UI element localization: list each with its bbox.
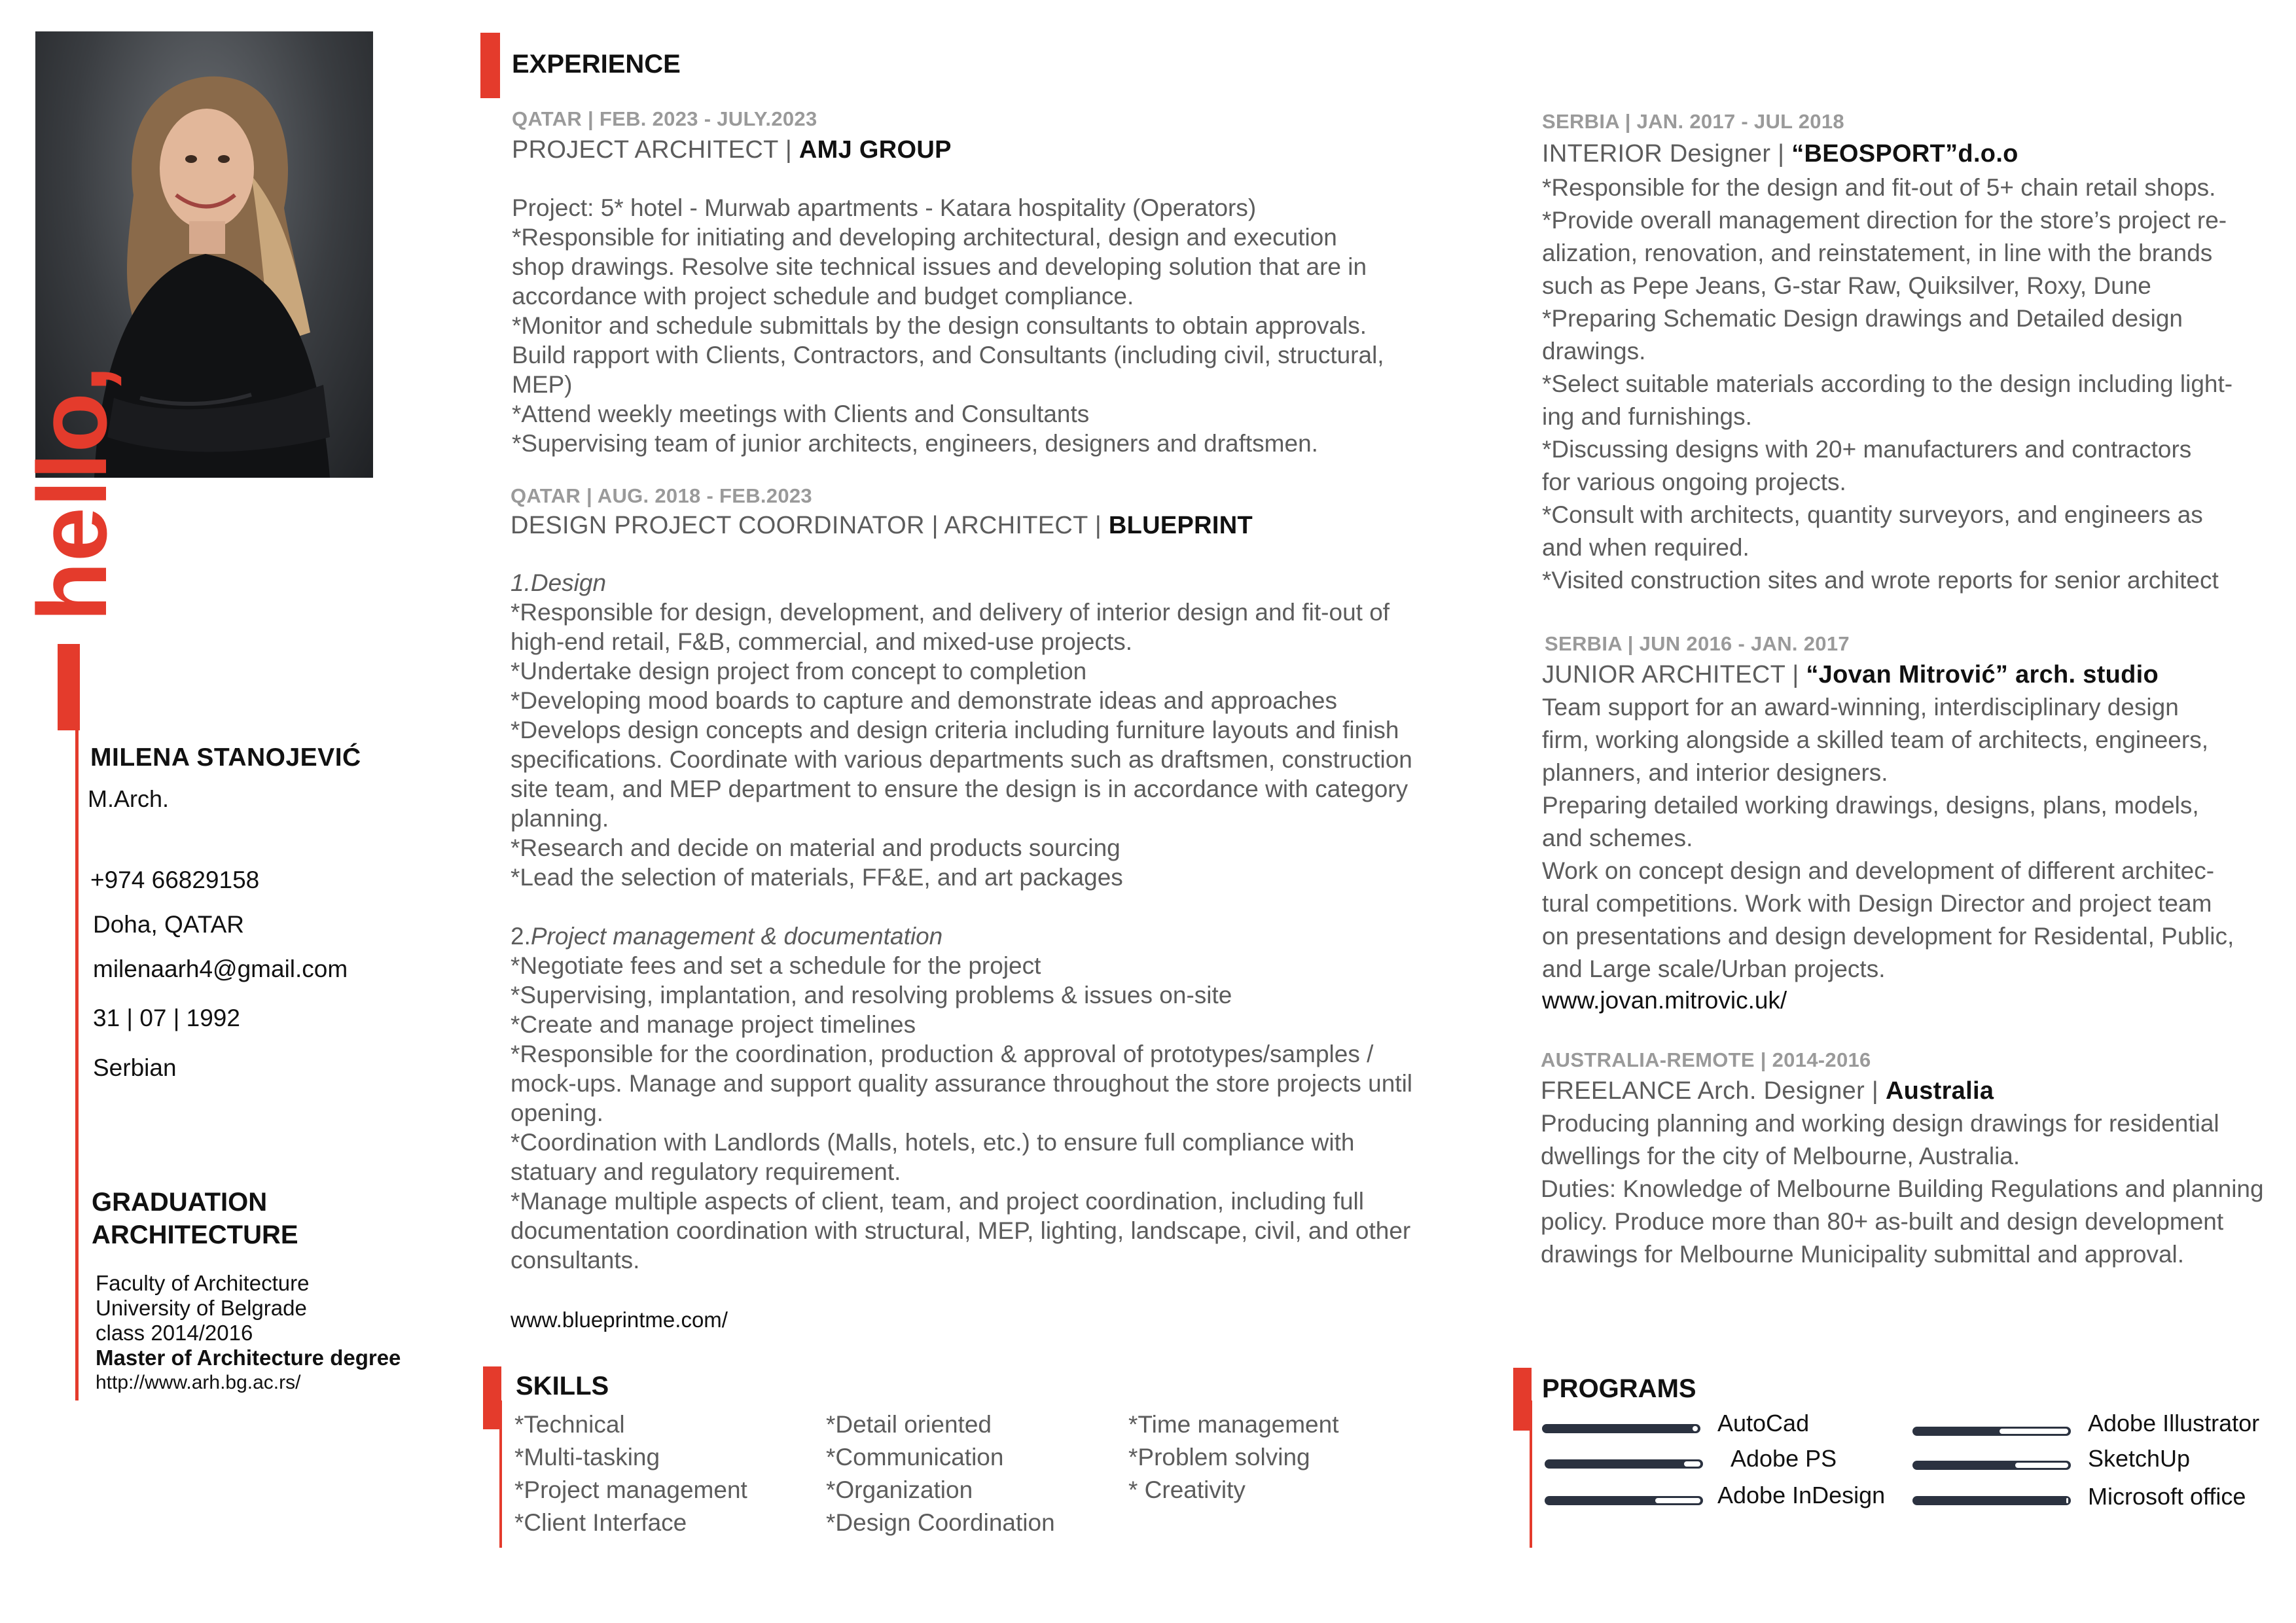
job-4-body: Team support for an award-winning, interdisciplinary design firm, working alongside a skilled team of architects, engineers, planners, and interior designers. Preparing detailed working drawings, designs, plans, models, and schemes. Work on concept design and development of different architec- tural competitions. Work with Design Director and project team on presentations and design development for Residental, Public, and Large scale/Urban projects. [1542,694,2234,982]
graduation-class: class 2014/2016 [96,1321,253,1345]
program-level-bar [1545,1496,1703,1505]
job-2-title: DESIGN PROJECT COORDINATOR | ARCHITECT | [511,512,1109,539]
job-1-meta: QATAR | FEB. 2023 - JULY.2023 [512,107,817,130]
job-4-role [1542,661,2159,689]
job-4-meta: SERBIA | JUN 2016 - JAN. 2017 [1545,632,1850,655]
skill-item: *Multi-tasking [514,1444,660,1471]
job-3-company: “BEOSPORT”d.o.o [1791,140,2018,168]
program-name: Microsoft office [2088,1483,2246,1510]
skill-item: *Communication [826,1444,1004,1471]
nationality: Serbian [93,1054,177,1081]
profile-degree: M.Arch. [88,785,170,812]
program-name: Adobe InDesign [1717,1482,1886,1508]
graduation-title-line1: GRADUATION [92,1188,268,1217]
skills-col-2 [826,1408,1055,1539]
program-name: Adobe PS [1731,1445,1837,1472]
job-3-title: INTERIOR Designer | [1542,140,1792,168]
job-2-sub2-title: Project management & documentation [530,923,943,950]
program-level-bar [1912,1427,2071,1436]
job-4-company: “Jovan Mitrović” arch. studio [1806,661,2159,688]
job-1-role [512,136,952,164]
skills-title: SKILLS [516,1372,609,1400]
skills-col-3 [1128,1408,1339,1507]
graduation-title [92,1186,298,1251]
job-2-url[interactable]: www.blueprintme.com/ [511,1308,728,1332]
job-2-sub1: 1.Design [511,569,607,596]
profile-name: MILENA STANOJEVIĆ [90,743,361,772]
skill-item: *Organization [826,1476,973,1503]
skills-line [499,1400,502,1548]
experience-accent [480,33,500,98]
job-4-title: JUNIOR ARCHITECT | [1542,661,1806,688]
program-level-remaining [1655,1498,1700,1503]
accent-line [75,726,79,1400]
job-2-meta: QATAR | AUG. 2018 - FEB.2023 [511,484,812,507]
program-level-bar [1545,1459,1703,1469]
program-name: AutoCad [1717,1410,1810,1436]
program-level-remaining [2015,1463,2068,1468]
job-2-company: BLUEPRINT [1108,512,1253,539]
graduation-degree: Master of Architecture degree [96,1346,401,1370]
job-5-role [1541,1077,1994,1105]
program-level-bar [1912,1496,2071,1505]
skills-col-1 [514,1408,747,1539]
job-5-meta: AUSTRALIA-REMOTE | 2014-2016 [1541,1048,1871,1071]
hello-text: hello, [17,365,127,622]
job-5-body: Producing planning and working design drawings for residential dwellings for the city of Melbourne, Australia. Duties: Knowledge of Melbourne Building Regulations and planning policy. Produce more than 80+ as-built and design development drawings for Melbourne Municipality submittal and approval. [1541,1110,2264,1268]
skills-accent [483,1366,501,1429]
hello-word [17,340,127,628]
job-1-body: Project: 5* hotel - Murwab apartments - Katara hospitality (Operators) *Responsible for initiating and developing architectural, design and execution shop drawings. Resolve site technical issues and developing solution that are in accordance with project schedule and budget compliance. *Monitor and schedule submittals by the design consultants to obtain approvals. Build rapport with Clients, Contractors, and Consultants (including civil, structural, MEP) *Attend weekly meetings with Clients and Consultants *Supervising team of junior architects, engineers, designers and draftsmen. [512,194,1384,457]
location: Doha, QATAR [93,911,244,938]
graduation-faculty: Faculty of Architecture [96,1271,310,1295]
skill-item: *Time management [1128,1411,1339,1438]
skill-item: *Detail oriented [826,1411,992,1438]
graduation-university: University of Belgrade [96,1296,307,1320]
program-level-remaining [1684,1461,1700,1467]
job-2-sub2 [511,921,942,951]
programs-accent [1513,1368,1532,1431]
phone: +974 66829158 [90,866,260,893]
program-name: SketchUp [2088,1445,2191,1472]
program-level-remaining [2000,1429,2068,1434]
skill-item: *Technical [514,1411,625,1438]
program-name: Adobe Illustrator [2088,1410,2260,1436]
skill-item: * Creativity [1128,1476,1246,1503]
accent-block [58,644,80,730]
program-level-remaining [1693,1426,1698,1431]
job-4-url[interactable]: www.jovan.mitrovic.uk/ [1542,987,1787,1014]
email: milenaarh4@gmail.com [93,955,348,982]
job-5-title: FREELANCE Arch. Designer | [1541,1077,1886,1105]
graduation-url[interactable]: http://www.arh.bg.ac.rs/ [96,1372,301,1393]
skill-item: *Problem solving [1128,1444,1310,1471]
graduation-title-line2: ARCHITECTURE [92,1221,298,1249]
job-2-body1: *Responsible for design, development, and delivery of interior design and fit-out of high-end retail, F&B, commercial, and mixed-use projects. *Undertake design project from concept to completion *Developing mood boards to capture and demonstrate ideas and approaches *Develops design concepts and design criteria including furniture layouts and finish specifications. Coordinate with various departments such as draftsmen, construction site team, and MEP department to ensure the design is in accordance with category planning. *Research and decide on material and products sourcing *Lead the selection of materials, FF&E, and art packages [511,599,1412,891]
job-2-body2: *Negotiate fees and set a schedule for the project *Supervising, implantation, and resolving problems & issues on-site *Create and manage project timelines *Responsible for the coordination, production & approval of prototypes/samples / mock-ups. Manage and support quality assurance throughout the store projects until opening. *Coordination with Landlords (Malls, hotels, etc.) to ensure full compliance with statuary and regulatory requirement. *Manage multiple aspects of client, team, and project coordination, including full documentation coordination with structural, MEP, lighting, landscape, civil, and other consultants. [511,952,1413,1274]
skill-item: *Client Interface [514,1509,687,1536]
program-level-remaining [2066,1498,2068,1503]
job-3-meta: SERBIA | JAN. 2017 - JUL 2018 [1542,110,1844,133]
programs-title: PROGRAMS [1542,1374,1696,1403]
skill-item: *Design Coordination [826,1509,1055,1536]
job-3-role [1542,140,2018,168]
skill-item: *Project management [514,1476,747,1503]
job-1-title: PROJECT ARCHITECT | [512,136,799,164]
graduation-details [96,1271,401,1395]
job-3-body: *Responsible for the design and fit-out of 5+ chain retail shops. *Provide overall management direction for the store’s project re- alization, renovation, and reinstatement, in line with the brands such as Pepe Jeans, G-star Raw, Quiksilver, Roxy, Dune *Preparing Schematic Design drawings and Detailed design drawings. *Select suitable materials according to the design including light- ing and furnishings. *Discussing designs with 20+ manufacturers and contractors for various ongoing projects. *Consult with architects, quantity surveyors, and engineers as and when required. *Visited construction sites and wrote reports for senior architect [1542,174,2233,594]
experience-title: EXPERIENCE [512,50,681,79]
program-level-bar [1542,1424,1700,1433]
programs-line [1530,1400,1532,1548]
job-2-sub2-number: 2. [511,923,531,950]
job-2-role [511,512,1253,540]
job-1-company: AMJ GROUP [798,136,952,164]
job-5-company: Australia [1885,1077,1994,1105]
birthdate: 31 | 07 | 1992 [93,1005,240,1031]
program-level-bar [1912,1461,2071,1470]
